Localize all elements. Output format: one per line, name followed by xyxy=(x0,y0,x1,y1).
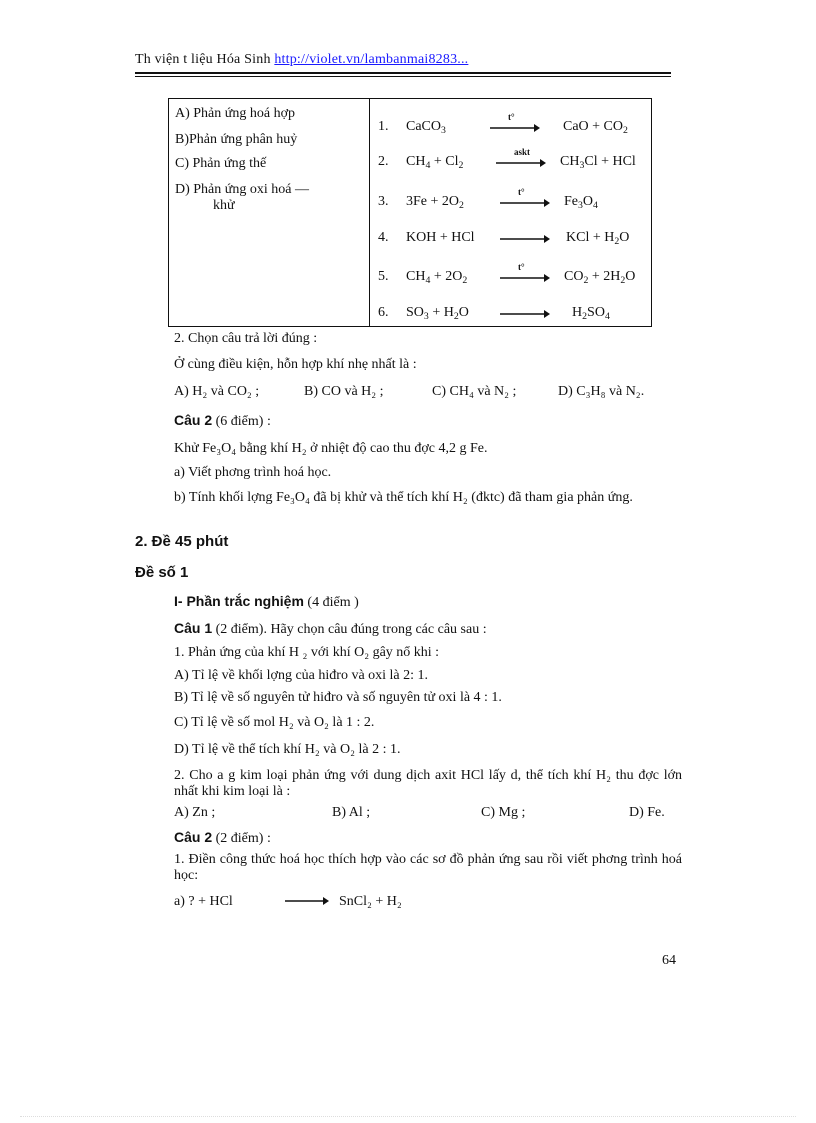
reaction-type-d: D) Phản ứng oxi hoá — xyxy=(175,182,309,197)
cau2-text: Khử Fe₃O₄ bằng khí H₂ ở nhiệt độ cao thu đợc 4,2 g Fe. xyxy=(174,441,488,456)
reaction-number: 6. xyxy=(378,305,389,320)
q1-option-c: C) Tỉ lệ về số mol H₂ và O₂ là 1 : 2. xyxy=(174,715,375,730)
page-number: 64 xyxy=(662,953,676,968)
cau2-heading xyxy=(174,412,271,430)
page-edge-divider xyxy=(20,1116,796,1117)
reaction-number: 5. xyxy=(378,269,389,284)
section-heading: 2. Đề 45 phút xyxy=(135,533,229,550)
part-points: (4 điểm ) xyxy=(303,595,359,610)
q2-option-c: C) CH₄ và N₂ ; xyxy=(432,384,517,399)
exam-heading: Đề số 1 xyxy=(135,564,189,581)
reaction-reactants: CaCO$_3$ xyxy=(406,119,446,136)
part-heading xyxy=(174,593,359,611)
header-rule xyxy=(135,72,671,74)
reaction-arrow xyxy=(500,304,550,324)
reaction-row xyxy=(378,305,648,325)
reaction-reactants: $CH_4 + Cl_2$ xyxy=(406,154,464,171)
cau2-45-heading xyxy=(174,829,271,847)
reactions-cell xyxy=(370,99,652,327)
reaction-reactants: $CH_4 + 2O_2$ xyxy=(406,269,468,286)
reaction-products: $CO_2 + 2H_2O$ xyxy=(564,269,636,286)
q2-stem-45: 2. Cho a g kim loại phản ứng với dung dịch axit HCl lấy d, thể tích khí H₂ thu đợc lớn nhất khi kim loại là : xyxy=(174,768,682,799)
reaction-type-a: A) Phản ứng hoá hợp xyxy=(175,106,295,121)
reaction-products: $H_2SO_4$ xyxy=(572,305,610,322)
q1-option-a: A) Tỉ lệ về khối lợng của hiđro và oxi là 2: 1. xyxy=(174,668,429,683)
reaction-arrow xyxy=(490,118,540,138)
header-link[interactable]: http://violet.vn/lambanmai8283... xyxy=(274,52,469,67)
cau2-45-points: (2 điểm) : xyxy=(212,831,271,846)
q2-45-option-c: C) Mg ; xyxy=(481,805,526,820)
q1-option-b: B) Tỉ lệ về số nguyên tử hiđro và số nguyên tử oxi là 4 : 1. xyxy=(174,690,502,705)
reaction-products: $CH_3Cl$ + HCl xyxy=(560,154,636,171)
reaction-number: 2. xyxy=(378,154,389,169)
cau2-points: (6 điểm) : xyxy=(212,414,271,429)
reaction-number: 3. xyxy=(378,194,389,209)
reaction-arrow xyxy=(500,268,550,288)
equation-a-arrow xyxy=(285,893,329,909)
header-rule-thin xyxy=(135,76,671,77)
reaction-arrow xyxy=(500,229,550,249)
cau1-label: Câu 1 xyxy=(174,620,213,636)
page-header xyxy=(135,52,671,74)
q2-option-b: B) CO và H₂ ; xyxy=(304,384,384,399)
cau2-part-b: b) Tính khối lợng Fe₃O₄ đã bị khử và thể tích khí H₂ (đktc) đã tham gia phản ứng. xyxy=(174,490,633,505)
header-title: Th viện t liệu Hóa Sinh xyxy=(135,52,271,67)
matching-table xyxy=(168,98,652,327)
cau2-part-a: a) Viết phơng trình hoá học. xyxy=(174,465,332,480)
cau2-45-label: Câu 2 xyxy=(174,829,213,845)
reaction-condition: t° xyxy=(508,112,515,122)
reaction-types-cell xyxy=(169,99,370,327)
reaction-products: $Fe_3O_4$ xyxy=(564,194,598,211)
q2-45-option-a: A) Zn ; xyxy=(174,805,216,820)
equation-a-rhs: SnCl₂ + H₂ xyxy=(339,894,402,909)
reaction-number: 1. xyxy=(378,119,389,134)
cau2-label: Câu 2 xyxy=(174,412,213,428)
q2-45-option-d: D) Fe. xyxy=(629,805,665,820)
reaction-row xyxy=(378,187,648,214)
equation-a-lhs: a) ? + HCl xyxy=(174,894,233,909)
reaction-condition: askt xyxy=(514,147,531,157)
reaction-type-c: C) Phản ứng thế xyxy=(175,156,267,171)
reaction-arrow xyxy=(500,193,550,213)
reaction-condition: t° xyxy=(518,262,525,272)
reaction-products: KCl + $H_2O$ xyxy=(566,230,630,247)
reaction-row xyxy=(378,230,648,250)
reaction-row xyxy=(378,147,648,174)
q2-stem: Ở cùng điều kiện, hỗn hợp khí nhẹ nhất là : xyxy=(174,357,417,372)
cau1-heading xyxy=(174,620,487,638)
reaction-row xyxy=(378,112,648,139)
reaction-reactants: $3Fe + 2O_2$ xyxy=(406,194,464,211)
reaction-condition: t° xyxy=(518,187,525,197)
q2-45-option-b: B) Al ; xyxy=(332,805,371,820)
q2-intro: 2. Chọn câu trả lời đúng : xyxy=(174,331,318,346)
cau1-points: (2 điểm). Hãy chọn câu đúng trong các câu sau : xyxy=(212,622,487,637)
cau2-45-text: 1. Điền công thức hoá học thích hợp vào các sơ đồ phản ứng sau rồi viết phơng trình hoá học: xyxy=(174,852,682,883)
reaction-number: 4. xyxy=(378,230,389,245)
reaction-reactants: KOH + HCl xyxy=(406,230,475,245)
reaction-type-b: B)Phản ứng phân huỷ xyxy=(175,132,298,147)
q2-option-a: A) H₂ và CO₂ ; xyxy=(174,384,260,399)
q1-stem: 1. Phản ứng của khí H ₂ với khí O₂ gây nổ khi : xyxy=(174,645,440,660)
reaction-products: CaO + $CO_2$ xyxy=(563,119,628,136)
q2-option-d: D) C₃H₈ và N₂. xyxy=(558,384,645,399)
part-label: I- Phần trắc nghiệm xyxy=(174,593,304,609)
q1-option-d: D) Tỉ lệ về thể tích khí H₂ và O₂ là 2 : 1. xyxy=(174,742,401,757)
reaction-reactants: $SO_3 + H_2O$ xyxy=(406,305,469,322)
reaction-row xyxy=(378,262,648,289)
reaction-type-d-cont: khử xyxy=(213,198,235,213)
